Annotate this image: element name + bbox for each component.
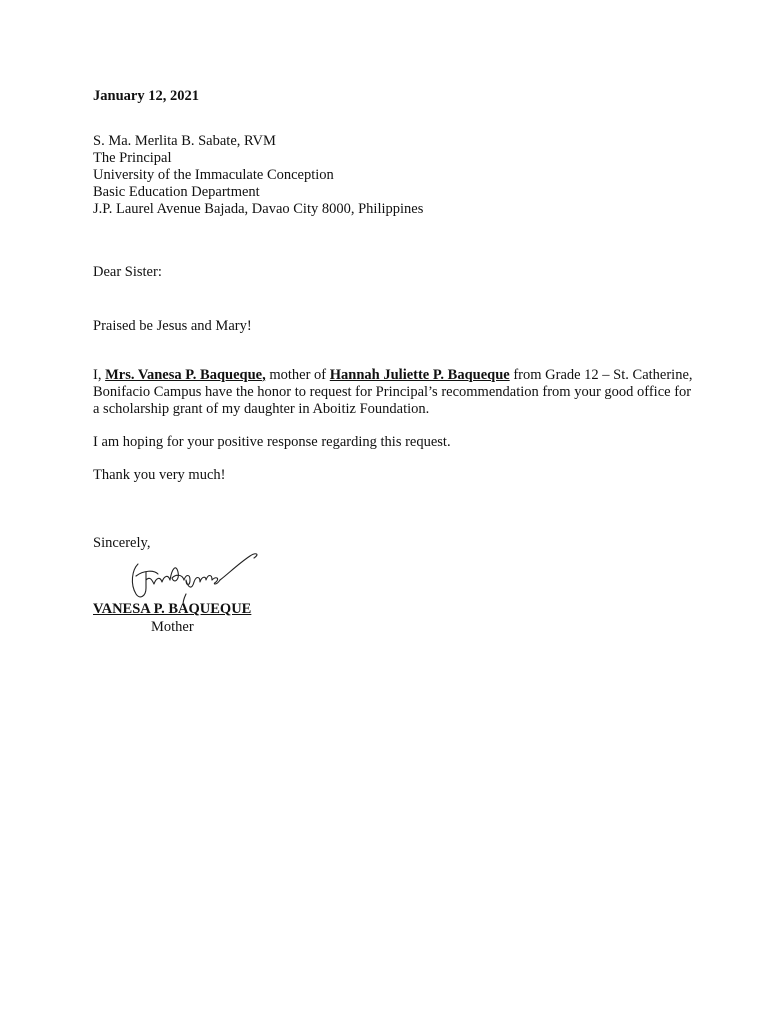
- recipient-address: [93, 133, 423, 218]
- hoping-paragraph: I am hoping for your positive response regarding this request.: [93, 434, 451, 450]
- recipient-line: The Principal: [93, 150, 172, 166]
- recipient-line: University of the Immaculate Conception: [93, 167, 334, 183]
- parent-name-comma: ,: [262, 367, 266, 383]
- body-middle: mother of: [265, 367, 330, 383]
- greeting: Praised be Jesus and Mary!: [93, 318, 252, 334]
- recipient-line: Basic Education Department: [93, 184, 260, 200]
- signer-role: Mother: [151, 619, 194, 635]
- thanks-paragraph: Thank you very much!: [93, 467, 226, 483]
- recipient-line: J.P. Laurel Avenue Bajada, Davao City 8000, Philippines: [93, 201, 424, 217]
- body-suffix: from Grade 12 – St. Catherine, Bonifacio Campus have the honor to request for Principal’s recommendation from your good office for a scholarship grant of my daughter in Aboitiz Foundation.: [93, 367, 693, 417]
- signer-name: VANESA P. BAQUEQUE: [93, 601, 252, 617]
- letter-date: January 12, 2021: [93, 88, 199, 104]
- salutation: Dear Sister:: [93, 264, 162, 280]
- student-name: Hannah Juliette P. Baqueque: [329, 367, 510, 383]
- closing: Sincerely,: [93, 535, 151, 551]
- parent-name: Mrs. Vanesa P. Baqueque: [105, 367, 263, 383]
- body-paragraph: [93, 367, 693, 418]
- body-prefix: I,: [93, 367, 106, 383]
- recipient-line: S. Ma. Merlita B. Sabate, RVM: [93, 133, 276, 149]
